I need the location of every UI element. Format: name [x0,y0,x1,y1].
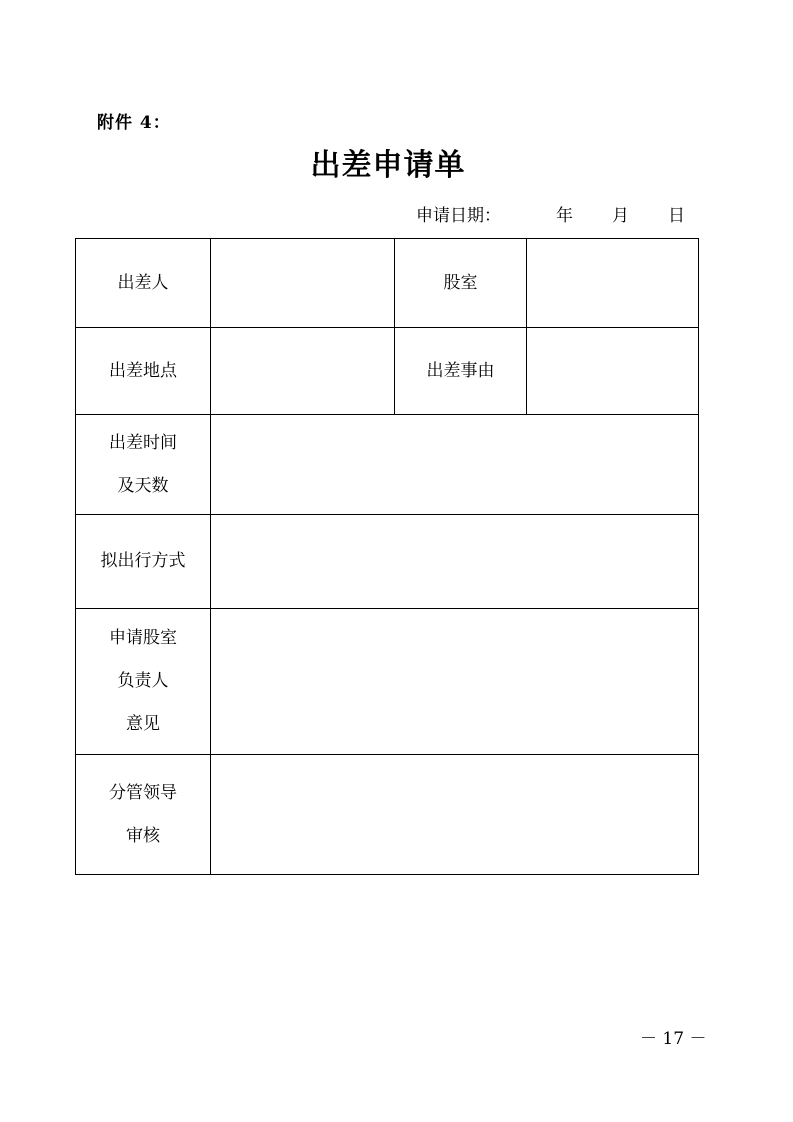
duration-label-line1: 出差时间 [109,432,177,453]
reason-field[interactable] [527,328,699,415]
travel-application-form [75,238,699,875]
traveler-field[interactable] [211,239,395,328]
location-label: 出差地点 [76,328,211,415]
attachment-label: 附件 4： [97,113,171,133]
date-year-label: 年 [556,206,573,226]
leader-review-label [76,755,211,875]
application-date-label: 申请日期： [416,206,501,226]
traveler-label: 出差人 [76,239,211,328]
leader-review-label-line2: 审核 [126,825,160,846]
form-row-leader-review [76,755,699,875]
date-month-label: 月 [612,206,629,226]
transport-field[interactable] [211,515,699,609]
section-field[interactable] [527,239,699,328]
duration-field[interactable] [211,415,699,515]
duration-label-line2: 及天数 [117,475,169,496]
location-field[interactable] [211,328,395,415]
leader-review-label-line1: 分管领导 [109,782,177,803]
head-opinion-label [76,609,211,755]
transport-label: 拟出行方式 [76,515,211,609]
leader-review-field[interactable] [211,755,699,875]
reason-label: 出差事由 [395,328,527,415]
head-opinion-label-line1: 申请股室 [109,628,177,648]
form-row-traveler [76,239,699,328]
form-row-location [76,328,699,415]
duration-label [76,415,211,515]
document-title: 出差申请单 [310,148,466,183]
head-opinion-field[interactable] [211,609,699,755]
date-day-label: 日 [668,206,685,226]
form-row-head-opinion [76,609,699,755]
form-row-duration [76,415,699,515]
form-row-transport [76,515,699,609]
page-number: － 17 － [640,1029,707,1049]
head-opinion-label-line2: 负责人 [117,671,169,691]
section-label: 股室 [395,239,527,328]
head-opinion-label-line3: 意见 [126,714,160,734]
